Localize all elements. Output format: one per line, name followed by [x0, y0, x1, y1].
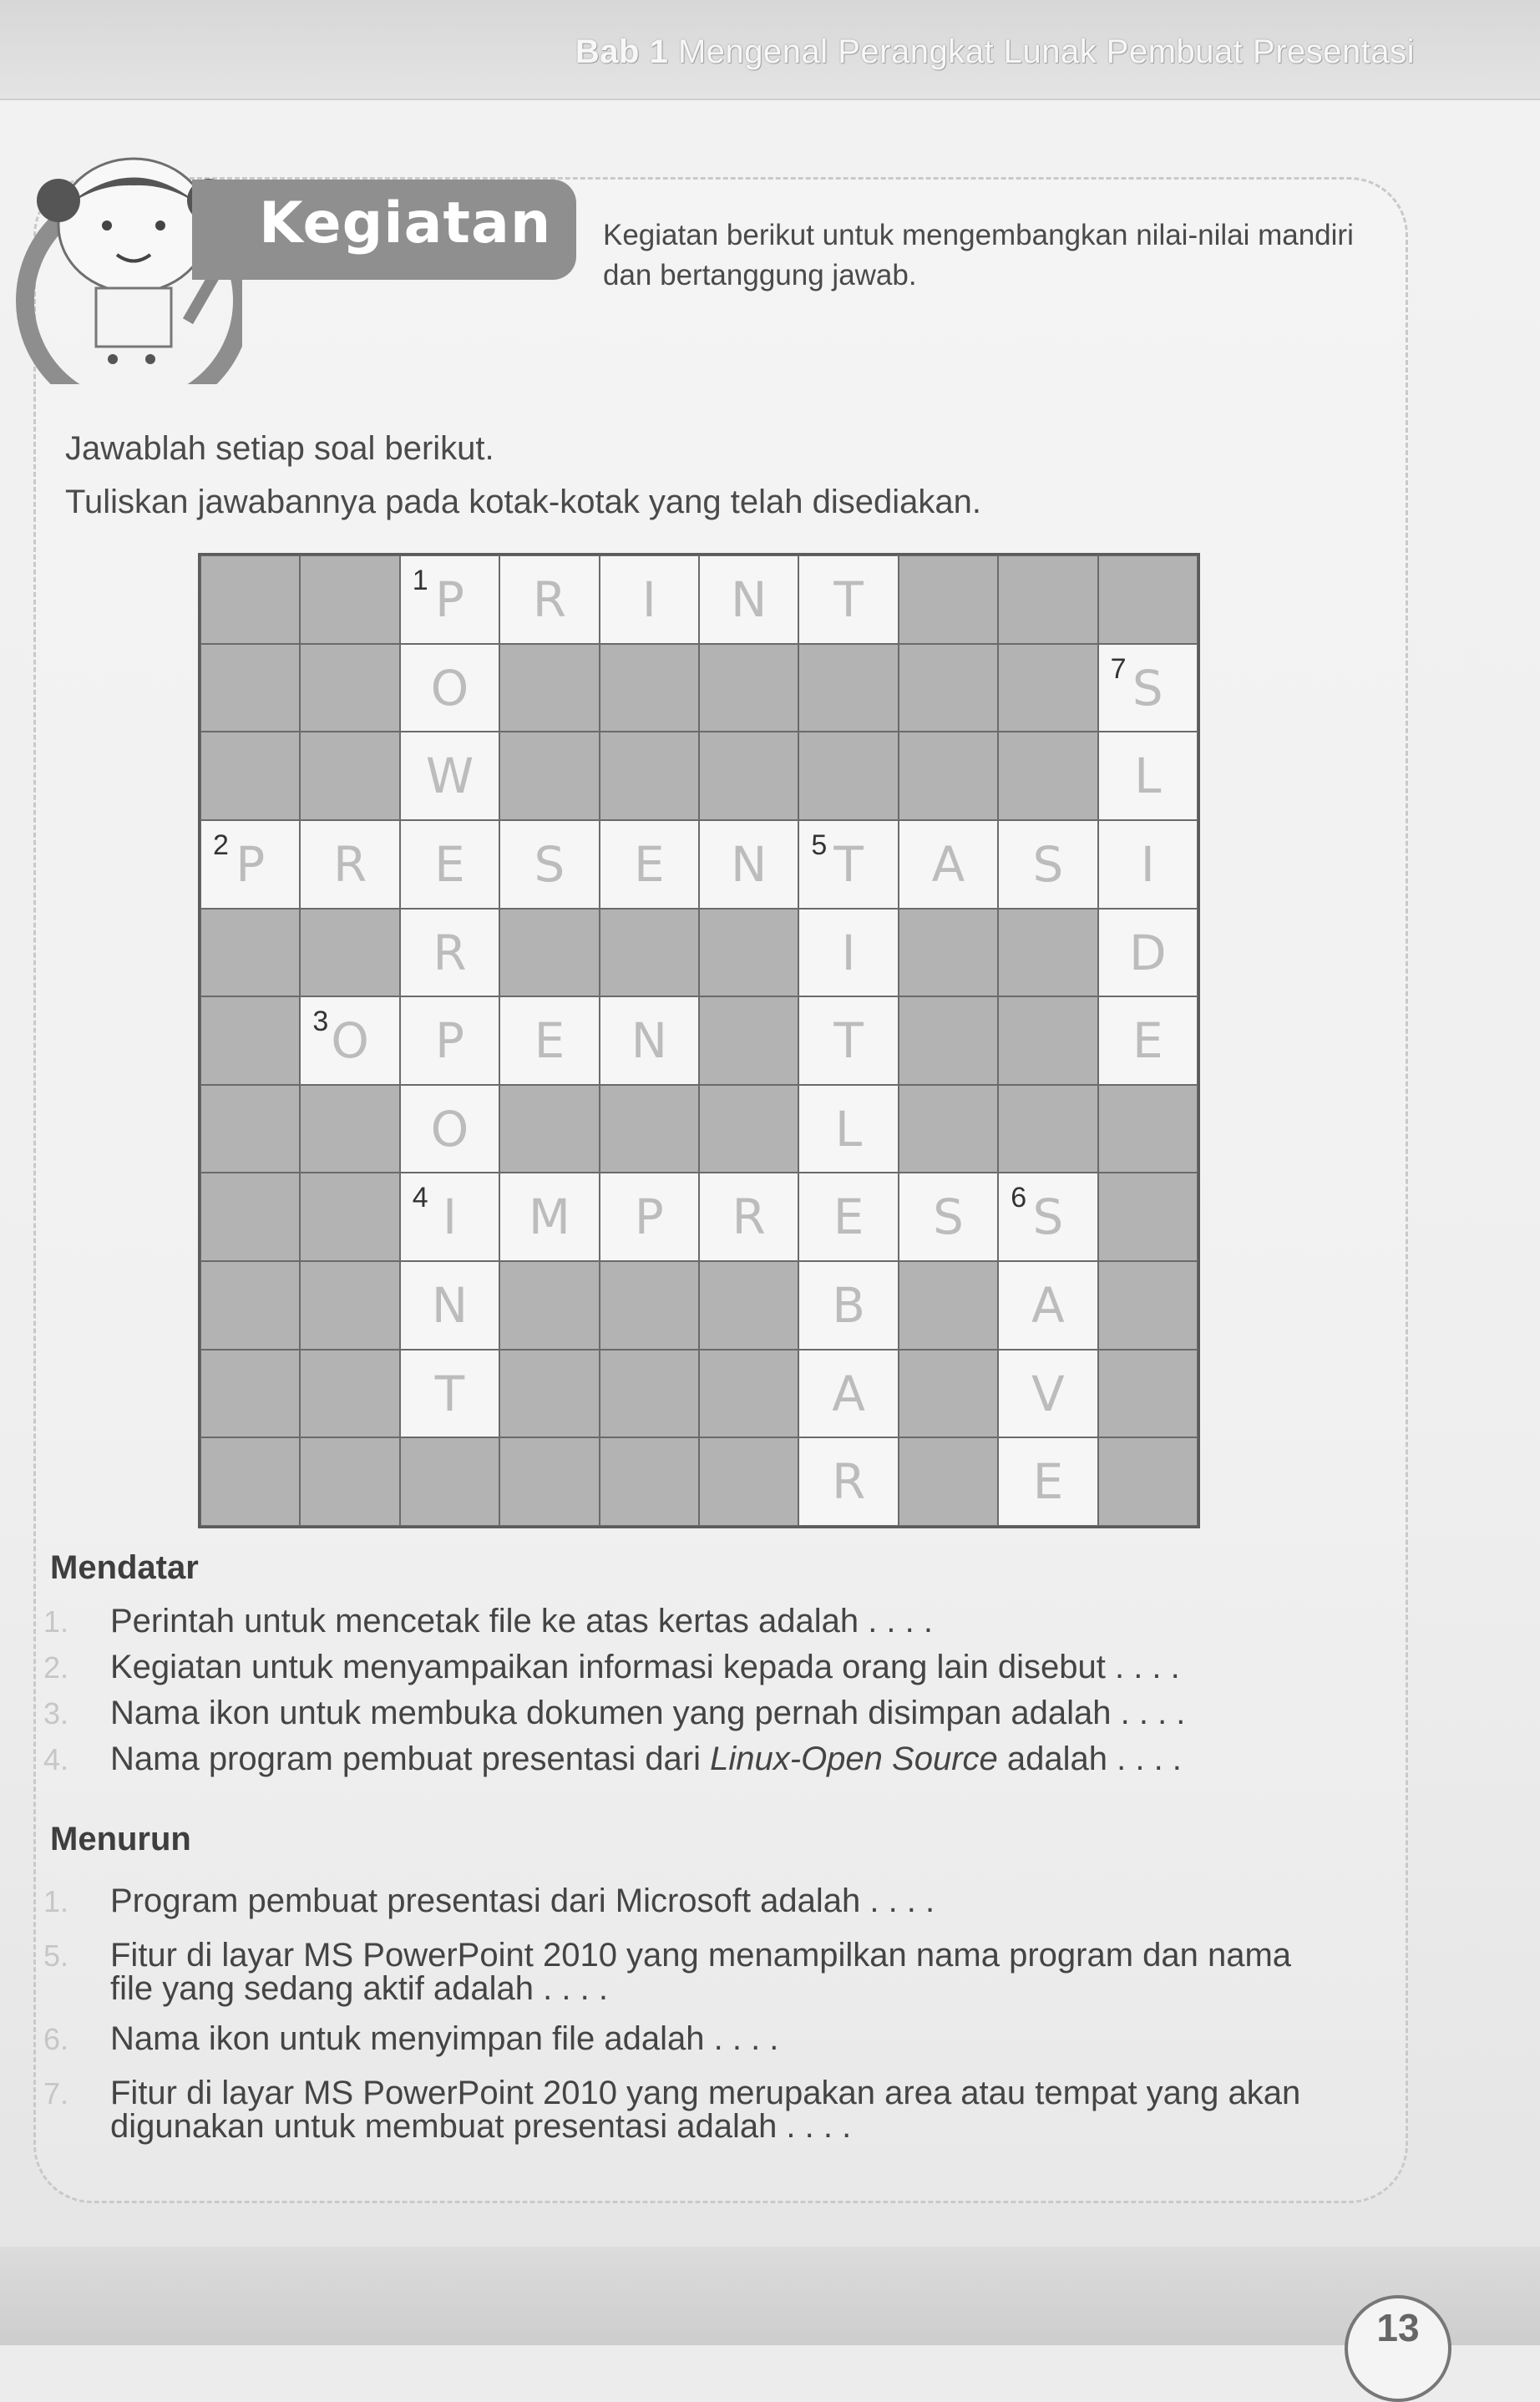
crossword-cell[interactable] — [499, 996, 599, 1085]
crossword-cell[interactable] — [400, 909, 499, 997]
crossword-block — [998, 996, 1097, 1085]
crossword-grid — [198, 553, 1200, 1528]
crossword-block — [600, 1437, 699, 1526]
crossword-cell[interactable] — [798, 1085, 898, 1173]
handwritten-letter: T — [833, 835, 864, 893]
across-heading: Mendatar — [50, 1549, 199, 1586]
crossword-block — [798, 732, 898, 820]
handwritten-letter: T — [833, 571, 864, 628]
handwritten-letter: S — [1032, 1188, 1064, 1246]
crossword-cell[interactable] — [798, 1173, 898, 1261]
crossword-block — [699, 1350, 798, 1438]
crossword-block — [1098, 1085, 1198, 1173]
crossword-cell[interactable] — [400, 1350, 499, 1438]
crossword-block — [499, 909, 599, 997]
handwritten-letter: N — [431, 1277, 469, 1335]
crossword-block — [899, 732, 998, 820]
crossword-block — [1098, 1173, 1198, 1261]
clue-text: Kegiatan untuk menyampaikan informasi kepada orang lain disebut . . . . — [110, 1649, 1180, 1685]
handwritten-letter: R — [332, 835, 367, 893]
clue-text: Fitur di layar MS PowerPoint 2010 yang merupakan area atau tempat yang akan — [110, 2075, 1301, 2111]
crossword-block — [899, 996, 998, 1085]
page-number: 13 — [1345, 2295, 1451, 2402]
crossword-cell[interactable] — [998, 1437, 1097, 1526]
handwritten-letter: S — [1132, 659, 1163, 717]
crossword-block — [499, 1085, 599, 1173]
handwritten-letter: T — [434, 1365, 465, 1422]
chapter-header-text — [575, 33, 1415, 71]
crossword-cell[interactable] — [400, 732, 499, 820]
clue-number: 1. — [43, 1604, 69, 1639]
clue-number-label: 6 — [1011, 1182, 1027, 1214]
handwritten-letter: I — [641, 571, 656, 628]
crossword-cell[interactable] — [798, 1261, 898, 1350]
crossword-cell[interactable] — [798, 996, 898, 1085]
handwritten-letter: B — [832, 1277, 865, 1335]
crossword-block — [899, 1085, 998, 1173]
crossword-cell[interactable] — [998, 820, 1097, 909]
instruction-line-2: Tuliskan jawabannya pada kotak-kotak yang telah disediakan. — [65, 484, 981, 520]
clue-text: Nama program pembuat presentasi dari — [110, 1741, 711, 1777]
handwritten-letter: O — [331, 1012, 369, 1070]
clue-text-continued: digunakan untuk membuat presentasi adalah . . . . — [110, 2108, 852, 2145]
crossword-block — [998, 644, 1097, 732]
clue-text-continued: file yang sedang aktif adalah . . . . — [110, 1970, 608, 2007]
crossword-block — [899, 555, 998, 644]
crossword-block — [200, 1350, 300, 1438]
crossword-cell[interactable] — [798, 555, 898, 644]
handwritten-letter: E — [1032, 1453, 1064, 1511]
crossword-block — [998, 732, 1097, 820]
clue-text: adalah . . . . — [997, 1741, 1182, 1777]
crossword-block — [600, 644, 699, 732]
crossword-cell[interactable] — [600, 820, 699, 909]
crossword-block — [300, 1085, 399, 1173]
page-footer — [0, 2247, 1540, 2345]
handwritten-letter: T — [833, 1012, 864, 1070]
crossword-cell[interactable] — [1098, 996, 1198, 1085]
crossword-block — [300, 644, 399, 732]
crossword-cell[interactable] — [499, 555, 599, 644]
crossword-cell[interactable] — [200, 820, 300, 909]
crossword-block — [200, 996, 300, 1085]
crossword-block — [600, 1261, 699, 1350]
handwritten-letter: I — [1140, 835, 1155, 893]
crossword-block — [699, 909, 798, 997]
crossword-block — [699, 996, 798, 1085]
handwritten-letter: R — [732, 1188, 766, 1246]
crossword-cell[interactable] — [699, 1173, 798, 1261]
handwritten-letter: L — [834, 1100, 863, 1158]
handwritten-letter: P — [435, 571, 464, 628]
crossword-block — [499, 1437, 599, 1526]
crossword-cell[interactable] — [400, 555, 499, 644]
handwritten-letter: W — [425, 747, 474, 805]
crossword-block — [499, 732, 599, 820]
handwritten-letter: E — [434, 835, 465, 893]
crossword-cell[interactable] — [699, 820, 798, 909]
crossword-cell[interactable] — [499, 820, 599, 909]
crossword-block — [499, 1261, 599, 1350]
clue-number-label: 1 — [412, 565, 428, 596]
across-clue — [43, 1695, 1185, 1731]
clue-text: Program pembuat presentasi dari Microsoft adalah . . . . — [110, 1883, 935, 1919]
handwritten-letter: O — [430, 1100, 469, 1158]
handwritten-letter: R — [532, 571, 567, 628]
handwritten-letter: L — [1134, 747, 1162, 805]
handwritten-letter: S — [1032, 835, 1064, 893]
clue-number-label: 2 — [213, 829, 229, 861]
crossword-block — [300, 1437, 399, 1526]
crossword-block — [899, 1350, 998, 1438]
crossword-cell[interactable] — [600, 996, 699, 1085]
chapter-header — [0, 0, 1540, 100]
crossword-cell[interactable] — [400, 644, 499, 732]
crossword-block — [200, 909, 300, 997]
clue-number: 6. — [43, 2022, 69, 2056]
clue-number: 3. — [43, 1696, 69, 1731]
across-clue — [43, 1741, 1182, 1777]
down-heading: Menurun — [50, 1821, 191, 1857]
handwritten-letter: N — [731, 571, 767, 628]
crossword-block — [899, 909, 998, 997]
crossword-cell[interactable] — [1098, 909, 1198, 997]
crossword-block — [300, 1261, 399, 1350]
crossword-cell[interactable] — [998, 1173, 1097, 1261]
crossword-block — [699, 1437, 798, 1526]
handwritten-letter: E — [1132, 1012, 1163, 1070]
handwritten-letter: N — [731, 835, 767, 893]
handwritten-letter: P — [236, 835, 266, 893]
instruction-line-1: Jawablah setiap soal berikut. — [65, 430, 494, 467]
crossword-cell[interactable] — [998, 1261, 1097, 1350]
clue-number: 7. — [43, 2076, 69, 2111]
clue-number-label: 5 — [811, 829, 828, 861]
crossword-block — [200, 1437, 300, 1526]
crossword-cell[interactable] — [300, 996, 399, 1085]
crossword-block — [998, 1085, 1097, 1173]
crossword-cell[interactable] — [998, 1350, 1097, 1438]
crossword-cell[interactable] — [798, 1437, 898, 1526]
clue-number-label: 4 — [412, 1182, 428, 1214]
clue-text: Nama ikon untuk menyimpan file adalah . . . . — [110, 2020, 779, 2057]
crossword-block — [300, 909, 399, 997]
crossword-block — [300, 555, 399, 644]
crossword-block — [1098, 1437, 1198, 1526]
clue-number: 2. — [43, 1650, 69, 1685]
crossword-block — [899, 1437, 998, 1526]
handwritten-letter: A — [832, 1365, 865, 1422]
crossword-block — [1098, 1261, 1198, 1350]
crossword-cell[interactable] — [1098, 644, 1198, 732]
crossword-block — [600, 909, 699, 997]
clue-text: Nama ikon untuk membuka dokumen yang pernah disimpan adalah . . . . — [110, 1695, 1186, 1731]
crossword-block — [200, 1173, 300, 1261]
across-clue — [43, 1604, 933, 1639]
crossword-block — [1098, 1350, 1198, 1438]
crossword-block — [1098, 555, 1198, 644]
crossword-block — [600, 1085, 699, 1173]
crossword-cell[interactable] — [600, 1173, 699, 1261]
down-clue — [43, 2021, 778, 2057]
handwritten-letter: P — [435, 1012, 464, 1070]
crossword-block — [200, 644, 300, 732]
crossword-cell[interactable] — [400, 820, 499, 909]
handwritten-letter: D — [1128, 924, 1167, 981]
crossword-cell[interactable] — [499, 1173, 599, 1261]
handwritten-letter: E — [534, 1012, 565, 1070]
activity-title: Kegiatan — [259, 190, 552, 256]
crossword-cell[interactable] — [798, 820, 898, 909]
chapter-title: Mengenal Perangkat Lunak Pembuat Presentasi — [677, 33, 1415, 70]
crossword-cell[interactable] — [798, 1350, 898, 1438]
clue-text: Fitur di layar MS PowerPoint 2010 yang menampilkan nama program dan nama — [110, 1937, 1292, 1974]
handwritten-letter: M — [528, 1188, 570, 1246]
down-clue — [43, 1883, 935, 1919]
crossword-cell[interactable] — [899, 820, 998, 909]
handwritten-letter: V — [1031, 1365, 1065, 1422]
crossword-block — [899, 1261, 998, 1350]
across-clue — [43, 1649, 1180, 1685]
crossword-block — [699, 644, 798, 732]
crossword-cell[interactable] — [400, 1085, 499, 1173]
crossword-cell[interactable] — [600, 555, 699, 644]
crossword-cell[interactable] — [400, 996, 499, 1085]
down-clue — [43, 2075, 1301, 2145]
crossword-block — [200, 732, 300, 820]
handwritten-letter: P — [634, 1188, 664, 1246]
handwritten-letter: I — [442, 1188, 458, 1246]
crossword-block — [300, 732, 399, 820]
crossword-block — [600, 732, 699, 820]
activity-intro: Kegiatan berikut untuk mengembangkan nilai-nilai mandiri dan bertanggung jawab. — [603, 219, 1354, 291]
crossword-cell[interactable] — [400, 1173, 499, 1261]
crossword-block — [899, 644, 998, 732]
handwritten-letter: O — [430, 659, 469, 717]
crossword-cell[interactable] — [699, 555, 798, 644]
crossword-cell[interactable] — [300, 820, 399, 909]
handwritten-letter: N — [631, 1012, 667, 1070]
crossword-block — [699, 1085, 798, 1173]
crossword-block — [798, 644, 898, 732]
chapter-number: Bab 1 — [575, 33, 669, 70]
handwritten-letter: A — [1031, 1277, 1065, 1335]
crossword-cell[interactable] — [400, 1261, 499, 1350]
handwritten-letter: R — [831, 1453, 866, 1511]
crossword-block — [600, 1350, 699, 1438]
clue-text: Perintah untuk mencetak file ke atas kertas adalah . . . . — [110, 1603, 933, 1639]
crossword-block — [200, 1261, 300, 1350]
crossword-block — [998, 555, 1097, 644]
crossword-block — [200, 1085, 300, 1173]
handwritten-letter: A — [931, 835, 965, 893]
handwritten-letter: I — [841, 924, 856, 981]
crossword-block — [699, 732, 798, 820]
handwritten-letter: S — [933, 1188, 964, 1246]
handwritten-letter: R — [433, 924, 467, 981]
crossword-cell[interactable] — [899, 1173, 998, 1261]
crossword-block — [300, 1350, 399, 1438]
handwritten-letter: S — [534, 835, 565, 893]
clue-number-label: 7 — [1110, 652, 1127, 685]
crossword-block — [998, 909, 1097, 997]
handwritten-letter: E — [833, 1188, 864, 1246]
clue-number-label: 3 — [312, 1006, 329, 1038]
crossword-block — [499, 1350, 599, 1438]
instructions — [65, 422, 981, 529]
crossword-cell[interactable] — [798, 909, 898, 997]
clue-number: 5. — [43, 1938, 69, 1973]
clue-text-italic: Linux-Open Source — [710, 1741, 998, 1777]
clue-number: 1. — [43, 1884, 69, 1918]
down-clue — [43, 1937, 1292, 2007]
crossword-block — [300, 1173, 399, 1261]
crossword-cell[interactable] — [1098, 820, 1198, 909]
clue-number: 4. — [43, 1742, 69, 1776]
handwritten-letter: E — [633, 835, 665, 893]
crossword-block — [699, 1261, 798, 1350]
crossword-block — [499, 644, 599, 732]
crossword-block — [400, 1437, 499, 1526]
crossword-cell[interactable] — [1098, 732, 1198, 820]
crossword-block — [200, 555, 300, 644]
